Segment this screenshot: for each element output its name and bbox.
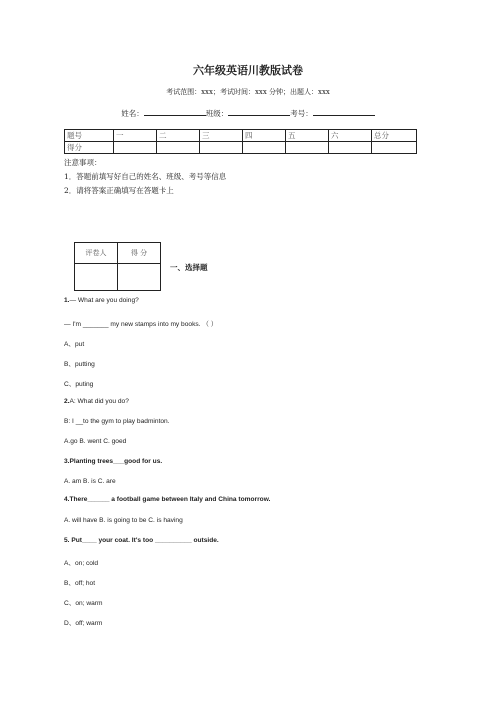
- option[interactable]: A、on; cold: [64, 560, 99, 567]
- score-cell: 一: [114, 130, 157, 142]
- score-input-cell[interactable]: [286, 142, 329, 154]
- score-input-cell[interactable]: [243, 142, 286, 154]
- score-input-cell[interactable]: [118, 264, 161, 291]
- score-input-cell[interactable]: [200, 142, 243, 154]
- grader-table: [74, 242, 161, 291]
- name-label: 姓名：: [121, 109, 144, 118]
- options-line[interactable]: A. am B. is C. are: [64, 478, 116, 485]
- number-label: 考号：: [290, 109, 313, 118]
- name-blank[interactable]: [144, 107, 206, 116]
- question-number: 3.: [64, 458, 70, 465]
- question-line: B: I __to the gym to play badminton.: [64, 418, 170, 425]
- question-text: — What are you doing?: [69, 297, 139, 304]
- score-cell: 五: [286, 130, 329, 142]
- question-text: Planting trees___good for us.: [69, 458, 163, 465]
- exam-meta: 考试范围：xxx；考试时间：xxx 分钟；出题人：xxx: [166, 88, 330, 96]
- student-id-line: [0, 107, 496, 119]
- score-input-cell[interactable]: [329, 142, 372, 154]
- score-table-header-row: [65, 130, 417, 142]
- option[interactable]: B、putting: [64, 361, 95, 368]
- score-input-cell[interactable]: [114, 142, 157, 154]
- option[interactable]: D、off; warm: [64, 620, 103, 627]
- question-stem: [64, 398, 129, 405]
- score-cell: 题号: [65, 130, 114, 142]
- score-cell: 六: [329, 130, 372, 142]
- question-text: There______ a football game between Italy and China tomorrow.: [69, 496, 271, 503]
- question-stem: [64, 458, 162, 465]
- notes-item: 2．请将答案正确填写在答题卡上: [64, 186, 174, 195]
- class-label: 班级：: [205, 109, 229, 118]
- question-number: 1.: [64, 297, 70, 304]
- notes-item: 1．答题前填写好自己的姓名、班级、考号等信息: [64, 172, 227, 181]
- question-line: — I'm _______ my new stamps into my books. （ ）: [64, 321, 218, 328]
- score-label: 得 分: [118, 243, 161, 264]
- notes-heading: 注意事项：: [64, 158, 102, 167]
- page-title: 六年级英语川教版试卷: [193, 64, 303, 77]
- grader-input-cell[interactable]: [75, 264, 118, 291]
- option[interactable]: C、puting: [64, 381, 94, 388]
- question-number: 4.: [64, 496, 70, 503]
- question-text: A: What did you do?: [69, 398, 129, 405]
- score-input-cell[interactable]: [157, 142, 200, 154]
- question-stem: [64, 496, 270, 503]
- score-row-label: 得分: [65, 142, 114, 154]
- score-table-score-row: [65, 142, 417, 154]
- option[interactable]: A、put: [64, 341, 85, 348]
- options-line[interactable]: A. will have B. is going to be C. is having: [64, 517, 183, 524]
- section-title: 一、选择题: [170, 263, 208, 272]
- score-cell: 三: [200, 130, 243, 142]
- score-cell: 四: [243, 130, 286, 142]
- grader-label: 评卷人: [75, 243, 118, 264]
- option[interactable]: C、on; warm: [64, 600, 103, 607]
- options-line[interactable]: A.go B. went C. goed: [64, 438, 127, 445]
- score-table: [64, 129, 417, 154]
- question-number: 5.: [64, 537, 70, 544]
- option[interactable]: B、off; hot: [64, 580, 96, 587]
- number-blank[interactable]: [313, 107, 375, 116]
- question-text: Put____ your coat. It's too __________ outside.: [69, 537, 219, 544]
- question-stem: [64, 297, 139, 304]
- score-input-cell[interactable]: [372, 142, 417, 154]
- score-cell: 二: [157, 130, 200, 142]
- question-number: 2.: [64, 398, 70, 405]
- class-blank[interactable]: [228, 107, 290, 116]
- question-stem: [64, 537, 219, 544]
- score-cell: 总分: [372, 130, 417, 142]
